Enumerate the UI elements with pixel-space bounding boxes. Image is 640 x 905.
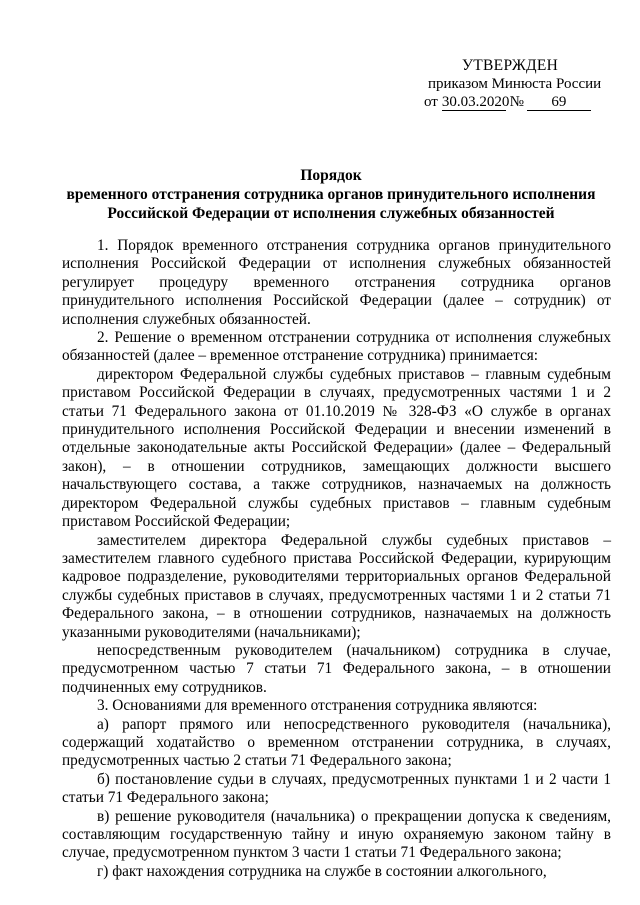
document-title bbox=[56, 166, 606, 223]
document-body bbox=[62, 237, 611, 881]
paragraph-3-a: а) рапорт прямого или непосредственного руководителя (начальника), содержащий ходатайство о временном отстранении сотрудника, в случаях, предусмотренных частью 2 статьи 71 Федерального закона; bbox=[62, 715, 611, 770]
paragraph-3-b: б) постановление судьи в случаях, предусмотренных пунктами 1 и 2 части 1 статьи 71 Федерального закона; bbox=[62, 770, 611, 807]
approval-date-line bbox=[420, 93, 620, 111]
date-prefix: от bbox=[424, 94, 438, 110]
approved-title: УТВЕРЖДЕН bbox=[462, 57, 559, 74]
title-line-2: временного отстранения сотрудника органов принудительного исполнения bbox=[66, 186, 596, 203]
approval-number: 69 bbox=[527, 95, 591, 111]
title-line-1: Порядок bbox=[300, 167, 362, 184]
paragraph-2-supervisor: непосредственным руководителем (начальником) сотрудника в случае, предусмотренном частью 7 статьи 71 Федерального закона, – в отношении подчиненных ему сотрудников. bbox=[62, 641, 611, 696]
approval-date: 30.03.2020 bbox=[441, 94, 510, 110]
title-line-3: Российской Федерации от исполнения служебных обязанностей bbox=[107, 205, 555, 222]
approval-order-text: приказом Минюста России bbox=[428, 76, 602, 92]
number-sign: № bbox=[509, 94, 524, 110]
paragraph-3-g: г) факт нахождения сотрудника на службе в состоянии алкогольного, bbox=[97, 862, 547, 880]
approval-stamp bbox=[420, 57, 620, 111]
paragraph-2-director: директором Федеральной службы судебных приставов – главным судебным приставом Российской Федерации в случаях, предусмотренных частями 1 и 2 статьи 71 Федерального закона от 01.10.2019 № 328-ФЗ «О службе в органах принудительного исполнения Российской Федерации и внесении изменений в отдельные законодательные акты Российской Федерации» (далее – Федеральный закон), – в отношении сотрудников, замещающих должности высшего начальствующего состава, а также сотрудников, назначаемых на должность директором Федеральной службы судебных приставов – главным судебным приставом Российской Федерации; bbox=[62, 365, 611, 531]
paragraph-2: 2. Решение о временном отстранении сотрудника от исполнения служебных обязанностей (далее – временное отстранение сотрудника) принимается: bbox=[62, 329, 611, 365]
paragraph-2-deputy: заместителем директора Федеральной службы судебных приставов – заместителем главного судебного пристава Российской Федерации, курирующим кадровое подразделение, руководителями территориальных органов Федеральной службы судебных приставов в случаях, предусмотренных частями 1 и 2 статьи 71 Федерального закона, – в отношении сотрудников, назначаемых на должность указанными руководителями (начальниками); bbox=[62, 531, 611, 641]
paragraph-3: 3. Основаниями для временного отстранения сотрудника являются: bbox=[97, 697, 538, 715]
paragraph-3-v: в) решение руководителя (начальника) о прекращении допуска к сведениям, составляющим государственную тайну и иную охраняемую законом тайну в случае, предусмотренном пунктом 3 части 1 статьи 71 Федерального закона; bbox=[62, 807, 611, 862]
paragraph-1: 1. Порядок временного отстранения сотрудника органов принудительного исполнения Российской Федерации от исполнения служебных обязанностей регулирует процедуру временного отстранения сотрудника органов принудительного исполнения Российской Федерации (далее – сотрудник) от исполнения служебных обязанностей. bbox=[62, 237, 611, 328]
